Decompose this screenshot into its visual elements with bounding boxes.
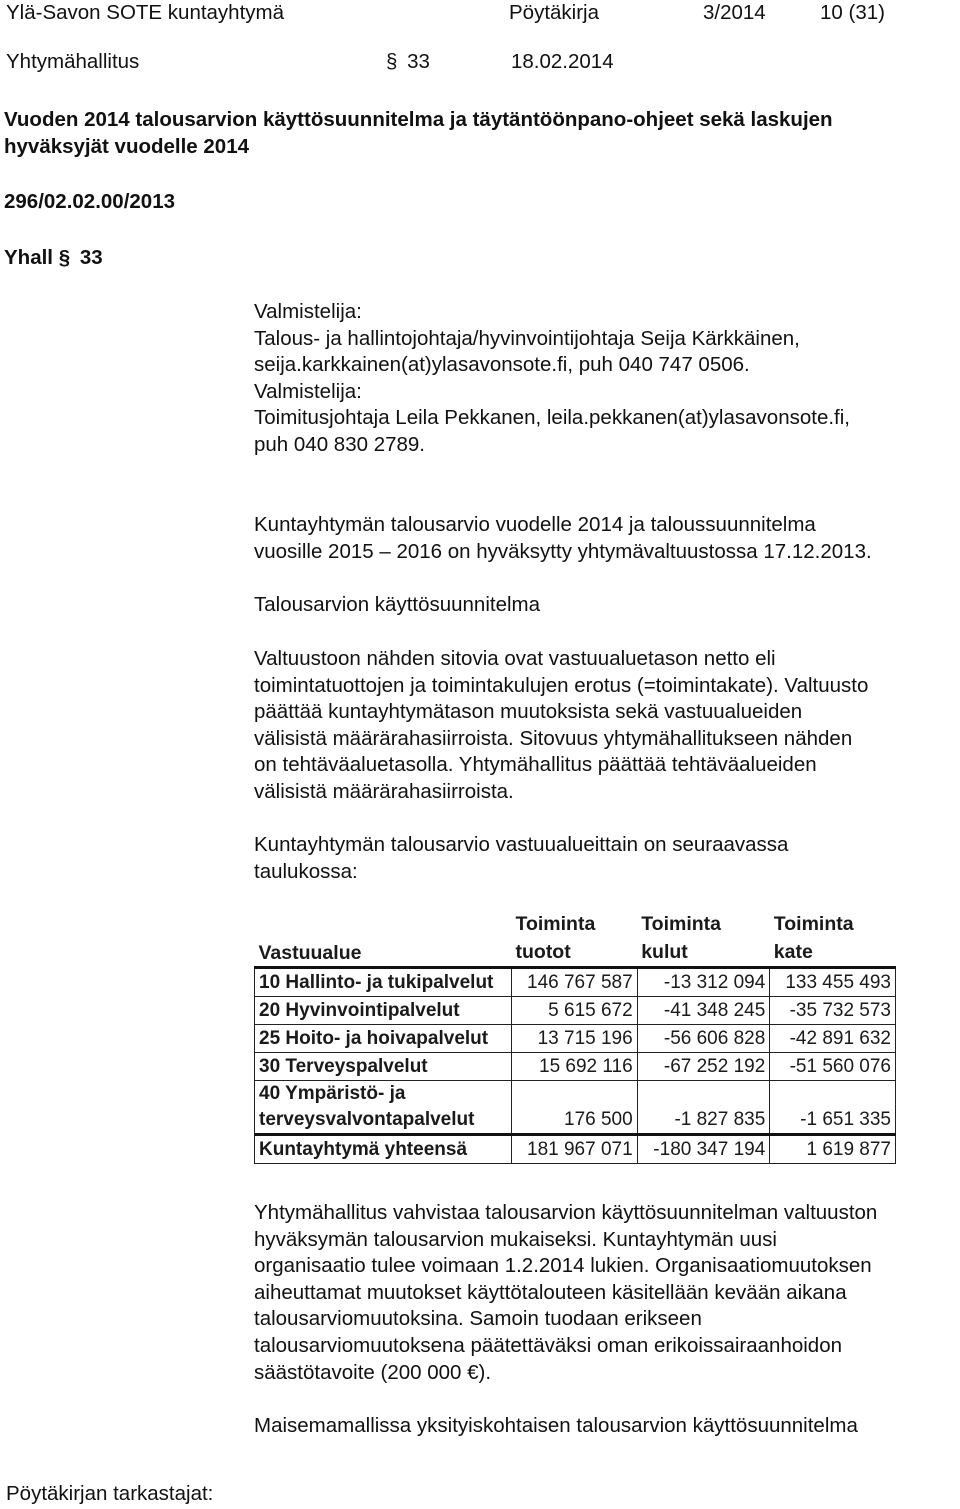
organization-name: Ylä-Savon SOTE kuntayhtymä — [6, 1, 285, 24]
paragraph-line: välisistä määrärahasiirroista. Sitovuus yhtymähallitukseen nähden — [254, 726, 853, 750]
row-name-line: 40 Ympäristö- ja — [259, 1083, 406, 1104]
paragraph-line: aiheuttamat muutokset käyttötalouteen käsitellään kevään aikana — [254, 1280, 847, 1304]
yhall-label: Yhall — [4, 246, 53, 269]
paragraph-line: toimintatuottojen ja toimintakulujen erotus (=toimintakate). Valtuusto — [254, 673, 869, 697]
total-name: Kuntayhtymä yhteensä — [255, 1135, 512, 1164]
row-name: 20 Hyvinvointipalvelut — [255, 997, 512, 1025]
row-name: 30 Terveyspalvelut — [255, 1053, 512, 1081]
column-header-tuotot — [512, 889, 638, 968]
yhall-number: 33 — [79, 246, 103, 269]
table-row — [255, 968, 896, 997]
meeting-date: 18.02.2014 — [511, 50, 614, 73]
budget-approval-paragraph — [254, 512, 960, 565]
preparer-line: Toimitusjohtaja Leila Pekkanen, leila.pekkanen(at)ylasavonsote.fi, — [254, 406, 850, 430]
column-header-kate — [770, 889, 896, 968]
paragraph-line: organisaatio tulee voimaan 1.2.2014 lukien. Organisaatiomuutoksen — [254, 1254, 872, 1278]
column-header-kulut — [637, 889, 770, 968]
total-kulut: -180 347 194 — [637, 1135, 770, 1164]
header-line: kate — [773, 941, 813, 963]
header-line: kulut — [641, 941, 688, 963]
row-tuotot: 13 715 196 — [512, 1025, 638, 1053]
preparer-line: seija.karkkainen(at)ylasavonsote.fi, puh 040 747 0506. — [254, 353, 750, 377]
paragraph-line: säästötavoite (200 000 €). — [254, 1360, 492, 1384]
binding-rules-paragraph — [254, 646, 960, 806]
column-header-vastuualue: Vastuualue — [255, 889, 512, 968]
table-intro-paragraph — [254, 832, 960, 885]
header-line: Toiminta — [515, 913, 596, 935]
preparer-line: puh 040 830 2789. — [254, 432, 425, 456]
row-kate: -51 560 076 — [770, 1053, 896, 1081]
paragraph-line: Maisemamallissa yksityiskohtaisen talousarvion käyttösuunnitelma — [254, 1414, 858, 1437]
paragraph-line: päättää kuntayhtymätason muutoksista sekä vastuualueiden — [254, 700, 803, 724]
row-kulut: -56 606 828 — [637, 1025, 770, 1053]
confirmation-paragraph — [254, 1200, 960, 1386]
title-line-2: hyväksyjät vuodelle 2014 — [4, 134, 250, 158]
paragraph-line: Kuntayhtymän talousarvio vastuualueittain on seuraavassa — [254, 833, 789, 856]
row-name: 25 Hoito- ja hoivapalvelut — [255, 1025, 512, 1053]
row-tuotot: 176 500 — [512, 1081, 638, 1135]
footer-inspectors-label: Pöytäkirjan tarkastajat: — [6, 1482, 214, 1505]
row-kulut: -41 348 245 — [637, 997, 770, 1025]
section-subheading — [254, 592, 960, 619]
row-name-line: terveysvalvontapalvelut — [259, 1109, 475, 1130]
paragraph-line: Talousarvion käyttösuunnitelma — [254, 593, 541, 616]
document-type: Pöytäkirja — [509, 1, 600, 24]
paragraph-line: Yhtymähallitus vahvistaa talousarvion käyttösuunnitelman valtuuston — [254, 1201, 878, 1224]
preparer-line: Valmistelija: — [254, 300, 362, 323]
row-name — [255, 1081, 512, 1135]
row-kate: -42 891 632 — [770, 1025, 896, 1053]
page-title — [4, 107, 833, 160]
paragraph-line: on tehtäväaluetasolla. Yhtymähallitus päättää tehtäväalueiden — [254, 753, 817, 777]
table-row — [255, 1053, 896, 1081]
section-number — [386, 49, 430, 76]
yhall-reference — [4, 245, 103, 272]
header-line: Toiminta — [641, 913, 721, 935]
paragraph-line: talousarviomuutoksina. Samoin tuodaan erikseen — [254, 1307, 702, 1331]
preparer-line: Valmistelija: — [254, 379, 362, 403]
row-kate: -35 732 573 — [770, 997, 896, 1025]
row-tuotot: 15 692 116 — [512, 1053, 638, 1081]
paragraph-line: hyväksymän talousarvion mukaiseksi. Kuntayhtymän uusi — [254, 1227, 777, 1251]
paragraph-line: Kuntayhtymän talousarvio vuodelle 2014 ja taloussuunnitelma — [254, 513, 816, 536]
budget-table — [254, 889, 896, 1167]
closing-paragraph — [254, 1413, 960, 1440]
table-total-row — [255, 1135, 896, 1164]
row-kulut: -13 312 094 — [637, 968, 770, 997]
row-kulut: -67 252 192 — [637, 1053, 770, 1081]
row-name: 10 Hallinto- ja tukipalvelut — [255, 968, 512, 997]
paragraph-line: Valtuustoon nähden sitovia ovat vastuualuetason netto eli — [254, 647, 776, 670]
paragraph-line: vuosille 2015 – 2016 on hyväksytty yhtymävaltuustossa 17.12.2013. — [254, 539, 872, 563]
page-number: 10 (31) — [820, 1, 885, 24]
section-sign-icon: § — [58, 246, 71, 269]
row-kate: -1 651 335 — [770, 1081, 896, 1135]
header-line: tuotot — [515, 941, 571, 963]
row-tuotot: 146 767 587 — [512, 968, 638, 997]
row-kate: 133 455 493 — [770, 968, 896, 997]
preparer-line: Talous- ja hallintojohtaja/hyvinvointijohtaja Seija Kärkkäinen, — [254, 326, 800, 350]
table-row — [255, 1025, 896, 1053]
preparers-block — [254, 299, 960, 459]
title-line-1: Vuoden 2014 talousarvion käyttösuunnitelma ja täytäntöönpano-ohjeet sekä laskujen — [4, 108, 833, 131]
document-id: 296/02.02.00/2013 — [4, 190, 175, 213]
total-tuotot: 181 967 071 — [512, 1135, 638, 1164]
section-number-value: 33 — [407, 50, 430, 73]
paragraph-line: välisistä määrärahasiirroista. — [254, 779, 514, 803]
paragraph-line: talousarviomuutoksena päätettäväksi oman erikoissairaanhoidon — [254, 1333, 843, 1357]
section-sign-icon: § — [386, 50, 398, 73]
row-kulut: -1 827 835 — [637, 1081, 770, 1135]
paragraph-line: taulukossa: — [254, 859, 358, 883]
document-number: 3/2014 — [703, 1, 766, 24]
total-kate: 1 619 877 — [770, 1135, 896, 1164]
header-line: Toiminta — [773, 913, 854, 935]
board-name: Yhtymähallitus — [6, 50, 140, 73]
table-row — [255, 1081, 896, 1135]
table-row — [255, 997, 896, 1025]
row-tuotot: 5 615 672 — [512, 997, 638, 1025]
